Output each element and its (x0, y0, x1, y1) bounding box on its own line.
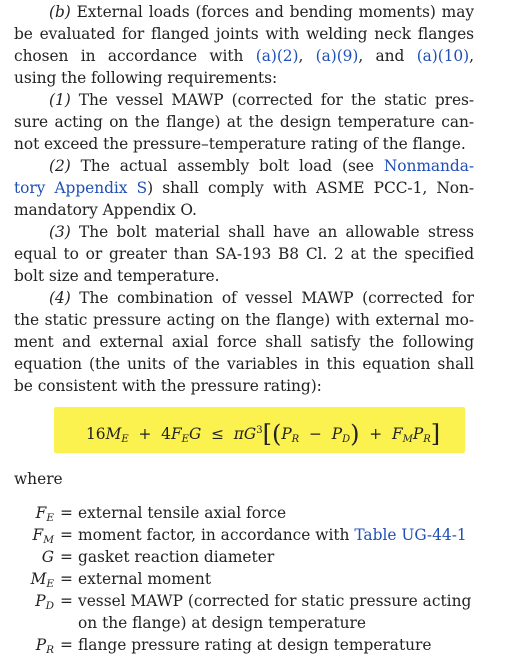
eq-var-f: F (170, 425, 182, 443)
eq-sub-m: M (402, 434, 413, 445)
eq-minus: − (309, 425, 322, 443)
def-symbol: $P_D$ (35, 592, 54, 612)
eq-var-g: G (243, 425, 257, 443)
eq-left-bracket: [ (262, 420, 272, 448)
ref-a2-link[interactable]: (a)(2) (255, 47, 299, 65)
para-b-label: (b) (49, 3, 71, 21)
def-text: gasket reaction diameter (78, 548, 275, 566)
eq-sub-e: E (121, 434, 129, 445)
def-symbol: $P_R$ (35, 636, 54, 656)
eq-var-p: P (331, 425, 343, 443)
item-4-label: (4) (49, 289, 71, 307)
item-2-line-3: mandatory Appendix O. (14, 201, 197, 219)
para-b-line-3 (14, 45, 474, 67)
eq-sub-r: R (423, 434, 431, 445)
item-4-line-2: the static pressure acting on the flange) with external mo- (14, 311, 474, 329)
eq-plus: + (369, 425, 383, 443)
eq-coef-4: 4 (161, 425, 171, 443)
ref-a10-link[interactable]: (a)(10) (416, 47, 470, 65)
item-4-line-3: ment and external axial force shall satisfy the following (14, 333, 474, 351)
appendix-s-link-cont[interactable]: tory Appendix S (14, 179, 148, 197)
item-4-text: The combination of vessel MAWP (corrected for (70, 289, 474, 307)
eq-le: ≤ (211, 425, 224, 443)
eq-right-bracket: ] (430, 420, 441, 448)
item-4-line-4: equation (the units of the variables in this equation shall (14, 355, 474, 373)
eq-var-g: G (188, 425, 202, 443)
item-3-text: The bolt material shall have an allowable stress (70, 223, 474, 241)
def-equals: = (60, 548, 73, 566)
def-equals: = (60, 636, 73, 654)
def-text: moment factor, in accordance with Table UG-44-1 (78, 526, 467, 544)
def-text: external tensile axial force (78, 504, 287, 522)
para-b-line-1 (49, 1, 474, 23)
eq-left-paren: ( (271, 420, 282, 448)
def-symbol: $M_E$ (30, 570, 54, 590)
eq-var-p: P (281, 425, 292, 443)
item-2-line-1 (49, 155, 474, 177)
para-b-line-2: be evaluated for flanged joints with welding neck flanges (14, 25, 474, 43)
eq-sub-r: R (291, 434, 300, 445)
ref-a9-link[interactable]: (a)(9) (315, 47, 359, 65)
eq-sup-3: 3 (256, 425, 263, 436)
para-b-line-4: using the following requirements: (14, 69, 278, 87)
eq-var-f: F (391, 425, 403, 443)
item-4-line-5: be consistent with the pressure rating): (14, 377, 322, 395)
def-equals: = (60, 570, 73, 588)
table-ug-44-1-link[interactable]: Table UG-44-1 (354, 526, 467, 544)
def-text: flange pressure rating at design temperature (78, 636, 432, 654)
equation (86, 420, 440, 448)
para-b-text: chosen in accordance with (14, 47, 256, 65)
separator: , (298, 47, 316, 65)
def-symbol: G (41, 548, 54, 566)
eq-right-paren: ) (350, 420, 360, 448)
def-symbol: $F_E$ (35, 504, 54, 524)
item-2-text: The actual assembly bolt load (see (70, 157, 384, 175)
para-b-text: External loads (forces and bending moments) may (70, 3, 474, 21)
eq-sub-d: D (342, 434, 351, 445)
where-label: where (14, 470, 63, 488)
eq-plus: + (138, 425, 152, 443)
appendix-s-link[interactable]: Nonmanda- (383, 157, 474, 175)
def-symbol: $F_M$ (32, 526, 54, 546)
def-equals: = (60, 526, 73, 544)
item-2-text: ) shall comply with ASME PCC-1, Non- (147, 179, 474, 197)
item-2-line-2 (14, 177, 474, 199)
eq-var-m: M (105, 425, 122, 443)
item-1-line-3: not exceed the pressure–temperature rating of the flange. (14, 135, 466, 153)
item-1-line-2: sure acting on the flange) at the design temperature can- (14, 113, 474, 131)
def-text: external moment (78, 570, 211, 588)
item-1-text: The vessel MAWP (corrected for the static pres- (70, 91, 474, 109)
item-2-label: (2) (49, 157, 71, 175)
item-1-label: (1) (49, 91, 71, 109)
def-text: vessel MAWP (corrected for static pressure acting on the flange) at design temperature (78, 592, 472, 632)
item-4-line-1 (49, 287, 474, 309)
item-3-label: (3) (49, 223, 71, 241)
def-equals: = (60, 504, 73, 522)
item-3-line-2: equal to or greater than SA-193 B8 Cl. 2 at the specified (14, 245, 474, 263)
equation-highlight (54, 407, 465, 453)
para-b-text: , (469, 47, 474, 65)
item-3-line-3: bolt size and temperature. (14, 267, 220, 285)
eq-pi: π (233, 425, 244, 443)
def-equals: = (60, 592, 73, 610)
item-3-line-1 (49, 221, 474, 243)
eq-var-p: P (412, 425, 424, 443)
item-1-line-1 (49, 89, 474, 111)
eq-sub-e: E (181, 434, 189, 445)
separator: , and (358, 47, 417, 65)
eq-coef-16: 16 (86, 425, 106, 443)
